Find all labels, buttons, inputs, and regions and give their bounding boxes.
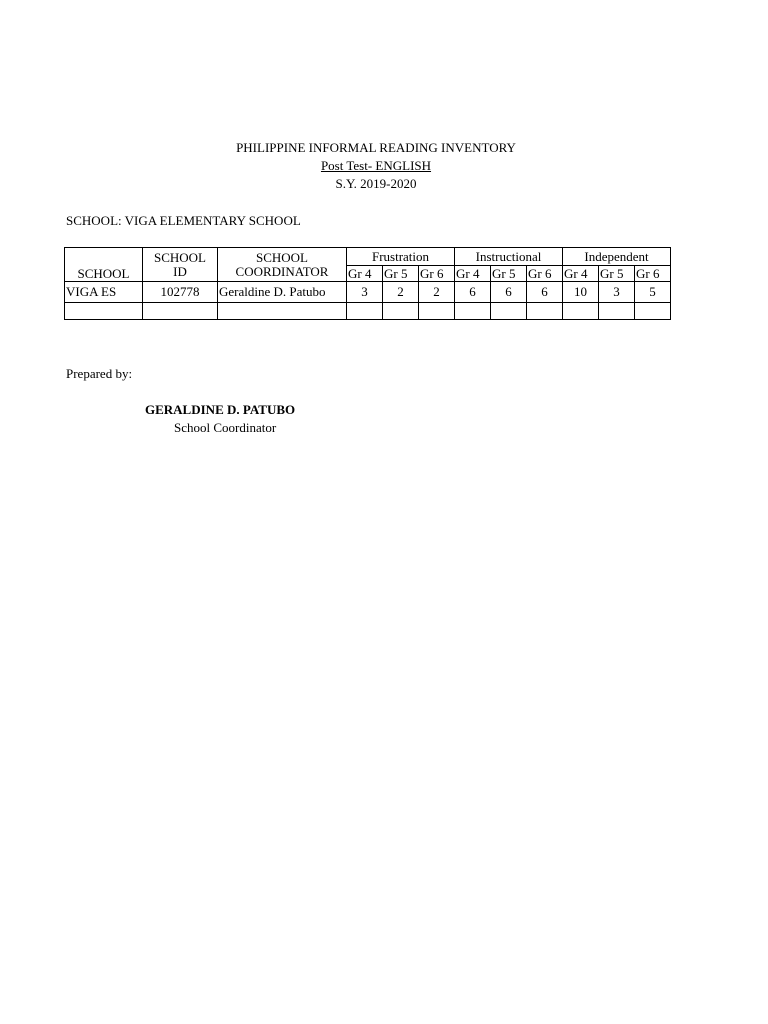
document-header bbox=[0, 139, 752, 193]
empty-cell bbox=[491, 303, 527, 320]
table-row-empty bbox=[65, 303, 671, 320]
header-school-id bbox=[143, 248, 218, 282]
empty-cell bbox=[143, 303, 218, 320]
header-grade: Gr 5 bbox=[491, 266, 527, 282]
signer-name: GERALDINE D. PATUBO bbox=[145, 402, 296, 417]
empty-cell bbox=[218, 303, 347, 320]
header-group-frustration: Frustration bbox=[347, 248, 455, 266]
header-school: SCHOOL bbox=[65, 248, 143, 282]
table-row bbox=[65, 282, 671, 303]
header-grade: Gr 4 bbox=[563, 266, 599, 282]
header-group-independent: Independent bbox=[563, 248, 671, 266]
empty-cell bbox=[635, 303, 671, 320]
header-grade: Gr 4 bbox=[455, 266, 491, 282]
cell-value: 3 bbox=[599, 282, 635, 303]
empty-cell bbox=[527, 303, 563, 320]
cell-value: 6 bbox=[491, 282, 527, 303]
cell-value: 2 bbox=[419, 282, 455, 303]
header-grade: Gr 6 bbox=[419, 266, 455, 282]
cell-value: 6 bbox=[527, 282, 563, 303]
cell-value: 3 bbox=[347, 282, 383, 303]
header-coordinator-line2: COORDINATOR bbox=[235, 263, 329, 279]
header-grade: Gr 5 bbox=[383, 266, 419, 282]
empty-cell bbox=[563, 303, 599, 320]
cell-value: 2 bbox=[383, 282, 419, 303]
header-coordinator-line1: SCHOOL bbox=[255, 249, 308, 265]
header-grade: Gr 6 bbox=[527, 266, 563, 282]
header-grade: Gr 4 bbox=[347, 266, 383, 282]
header-school-id-line2: ID bbox=[173, 263, 187, 279]
document-title: PHILIPPINE INFORMAL READING INVENTORY bbox=[236, 140, 516, 155]
empty-cell bbox=[419, 303, 455, 320]
empty-cell bbox=[455, 303, 491, 320]
reading-inventory-table bbox=[64, 247, 671, 320]
header-grade: Gr 6 bbox=[635, 266, 671, 282]
school-name-line: SCHOOL: VIGA ELEMENTARY SCHOOL bbox=[66, 213, 301, 228]
cell-coordinator: Geraldine D. Patubo bbox=[218, 282, 347, 303]
cell-school: VIGA ES bbox=[65, 282, 143, 303]
cell-school-id: 102778 bbox=[143, 282, 218, 303]
empty-cell bbox=[65, 303, 143, 320]
empty-cell bbox=[599, 303, 635, 320]
cell-value: 5 bbox=[635, 282, 671, 303]
signer-role: School Coordinator bbox=[174, 420, 277, 435]
header-school-id-line1: SCHOOL bbox=[153, 249, 206, 265]
prepared-by-label: Prepared by: bbox=[66, 366, 133, 381]
header-grade: Gr 5 bbox=[599, 266, 635, 282]
signature-block bbox=[145, 401, 295, 437]
header-coordinator bbox=[218, 248, 347, 282]
school-year: S.Y. 2019-2020 bbox=[335, 176, 417, 191]
empty-cell bbox=[383, 303, 419, 320]
header-group-instructional: Instructional bbox=[455, 248, 563, 266]
empty-cell bbox=[347, 303, 383, 320]
document-subtitle: Post Test- ENGLISH bbox=[320, 158, 432, 173]
cell-value: 6 bbox=[455, 282, 491, 303]
cell-value: 10 bbox=[563, 282, 599, 303]
